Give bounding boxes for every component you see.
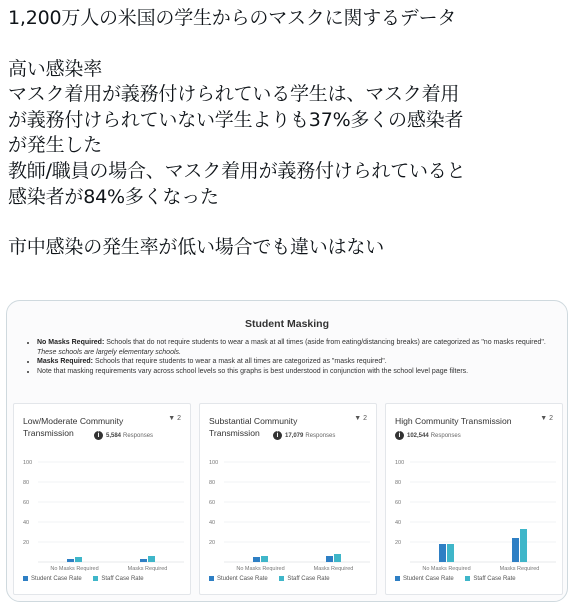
student-swatch (209, 576, 214, 581)
bar-staff (520, 529, 527, 562)
tweet-line: が発生した (8, 134, 103, 157)
x-tick-label: Masks Required (499, 566, 540, 572)
note-text: Schools that do not require students to wear a mask at all times (aside from eating/distancing breaks) are categorized as "no masks required". (104, 339, 546, 346)
masking-notes (27, 338, 567, 376)
legend-staff: Staff Case Rate (287, 576, 330, 583)
bar-student (67, 559, 74, 562)
bar-student (140, 559, 147, 562)
student-swatch (395, 576, 400, 581)
bar-chart-low-moderate (14, 404, 190, 594)
y-tick-label: 40 (209, 520, 216, 526)
filter-count: 2 (363, 415, 367, 422)
staff-swatch (465, 576, 470, 581)
y-tick-label: 80 (209, 480, 216, 486)
y-tick-label: 100 (395, 460, 405, 466)
panel-title: High Community Transmission (395, 416, 512, 426)
info-icon[interactable]: i (273, 431, 282, 440)
note-bold: No Masks Required: (37, 339, 105, 346)
attached-image-card[interactable] (6, 300, 568, 602)
staff-swatch (93, 576, 98, 581)
chart-panel-high (385, 403, 563, 595)
panel-title: Substantial Community Transmission (209, 416, 298, 438)
y-tick-label: 20 (23, 540, 30, 546)
responses-label: Responses (305, 433, 336, 440)
note-bold: Masks Required: (37, 358, 94, 366)
legend-student: Student Case Rate (403, 576, 454, 583)
y-tick-label: 60 (209, 500, 216, 506)
card-title: Student Masking (244, 318, 329, 330)
tweet-line: 1,200万人の米国の学生からのマスクに関するデータ (8, 7, 457, 29)
note-item (37, 338, 567, 357)
y-tick-label: 80 (23, 480, 30, 486)
y-tick-label: 40 (395, 520, 402, 526)
x-tick-label: Masks Required (313, 566, 354, 572)
bar-student (326, 556, 333, 562)
tweet-line: マスク着用が義務付けられている学生は、マスク着用 (8, 83, 460, 106)
filter-icon: ▼ (354, 415, 362, 422)
chart-legend (23, 576, 154, 582)
tweet-line: が義務付けられていない学生よりも37%多くの感染者 (8, 108, 464, 131)
responses-label: Responses (123, 433, 154, 440)
info-icon[interactable]: i (94, 431, 103, 440)
tweet-line: 感染者が84%多くなった (8, 185, 219, 208)
note-text: Schools that require students to wear a mask at all times are categorized as "masks required". (93, 358, 387, 366)
y-tick-label: 80 (395, 480, 402, 486)
filter-icon: ▼ (168, 415, 176, 422)
y-tick-label: 60 (23, 500, 30, 506)
y-tick-label: 100 (23, 460, 33, 466)
filter-count: 2 (549, 415, 553, 422)
y-tick-label: 100 (209, 460, 219, 466)
legend-student: Student Case Rate (217, 576, 268, 583)
tweet-line: 教師/職員の場合、マスク着用が義務付けられていると (8, 159, 466, 182)
bar-student (439, 544, 446, 562)
x-tick-label: No Masks Required (422, 566, 471, 572)
tweet-blank-line (8, 32, 568, 57)
x-tick-label: No Masks Required (50, 566, 99, 572)
legend-student: Student Case Rate (31, 576, 82, 583)
note-italic: These schools are largely elementary schools. (37, 348, 181, 356)
chart-legend (395, 576, 526, 582)
tweet-blank-line (8, 210, 568, 235)
responses-count: 102,544 (407, 433, 429, 440)
panel-title: Low/Moderate Community Transmission (23, 416, 124, 438)
bar-staff (334, 554, 341, 562)
note-item (37, 367, 567, 377)
bar-student (512, 538, 519, 562)
y-tick-label: 20 (395, 540, 402, 546)
info-icon[interactable]: i (395, 431, 404, 440)
chart-panel-substantial (199, 403, 377, 595)
tweet-line: 市中感染の発生率が低い場合でも違いはない (8, 236, 385, 259)
y-tick-label: 20 (209, 540, 216, 546)
student-swatch (23, 576, 28, 581)
y-tick-label: 60 (395, 500, 402, 506)
x-tick-label: Masks Required (127, 566, 168, 572)
bar-chart-substantial (200, 404, 376, 594)
filter-count: 2 (177, 415, 181, 422)
bar-chart-high (386, 404, 562, 594)
bar-staff (447, 544, 454, 562)
staff-swatch (279, 576, 284, 581)
chart-panel-low-moderate (13, 403, 191, 595)
legend-staff: Staff Case Rate (101, 576, 144, 583)
filter-icon: ▼ (540, 415, 548, 422)
chart-legend (209, 576, 340, 582)
responses-count: 17,079 (285, 433, 304, 440)
bar-student (253, 557, 260, 562)
legend-staff: Staff Case Rate (473, 576, 516, 583)
y-tick-label: 40 (23, 520, 30, 526)
responses-count: 5,584 (106, 433, 122, 440)
note-text: Note that masking requirements vary across school levels so this graphs is best understood in conjunction with the school level page filters. (37, 367, 469, 375)
note-item (37, 357, 567, 367)
x-tick-label: No Masks Required (236, 566, 285, 572)
bar-staff (261, 556, 268, 562)
responses-label: Responses (430, 433, 461, 440)
bar-staff (75, 557, 82, 562)
tweet-line: 高い感染率 (8, 57, 103, 80)
bar-staff (148, 556, 155, 562)
tweet-text (8, 6, 568, 261)
